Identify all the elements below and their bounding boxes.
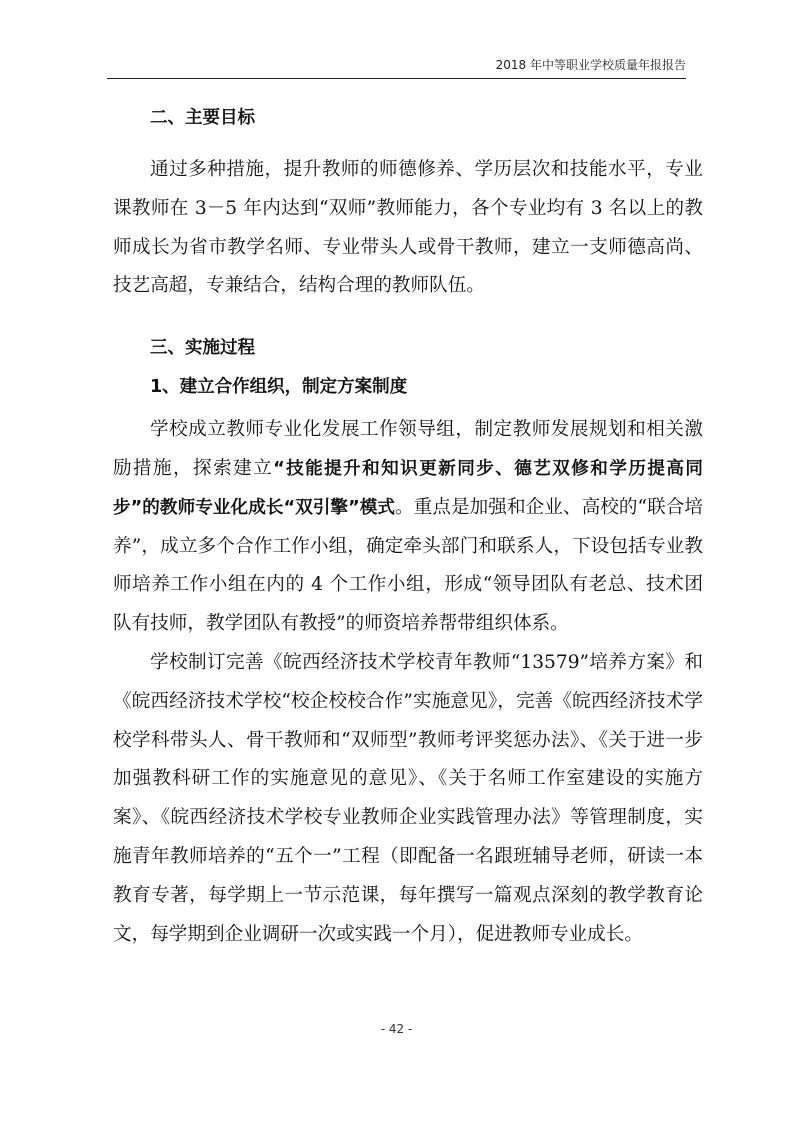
page-number: - 42 - <box>380 1022 413 1036</box>
header-title: 2018 年中等职业学校质量年报报告 <box>495 58 686 72</box>
paragraph-1-text-b: 。重点是加强和企业、高校的“联合培养”，成立多个合作工作小组，确定牵头部门和联系人，下设包括专业教师培养工作小组在内的 4 个工作小组，形成“领导团队有老总、技术团队有技师，教学团队有教授”的师资培养帮带组织体系。 <box>113 496 703 635</box>
page-header <box>107 56 686 79</box>
subsection-heading-1: 1、建立合作组织，制定方案制度 <box>150 377 408 398</box>
goals-paragraph: 通过多种措施，提升教师的师德修养、学历层次和技能水平，专业课教师在 3－5 年内达到“双师”教师能力，各个专业均有 3 名以上的教师成长为省市教学名师、专业带头人或骨干教师，建立一支师德高尚、技艺高超，专兼结合，结构合理的教师队伍。 <box>113 159 703 297</box>
section-heading-goals: 二、主要目标 <box>150 108 255 128</box>
paragraph-1-text-a: 学校成立教师专业化发展工作领导组，制定教师发展规划和相关激励措施，探索建立 <box>113 419 703 479</box>
section-heading-process: 三、实施过程 <box>150 338 255 359</box>
process-paragraph-1 <box>113 411 703 644</box>
page-body <box>113 100 703 954</box>
process-paragraph-2: 学校制订完善《皖西经济技术学校青年教师“13579”培养方案》和《皖西经济技术学校“校企校校合作”实施意见》，完善《皖西经济技术学校学科带头人、骨干教师和“双师型”教师考评奖惩办法》、《关于进一步加强教科研工作的实施意见的意见》、《关于名师工作室建设的实施方案》、《皖西经济技术学校专业教师企业实践管理办法》等管理制度，实施青年教师培养的“五个一”工程（即配备一名跟班辅导老师，研读一本教育专著，每学期上一节示范课，每年撰写一篇观点深刻的教学教育论文，每学期到企业调研一次或实践一个月），促进教师专业成长。 <box>113 651 703 945</box>
paragraph-1-emphasis: “技能提升和知识更新同步、德艺双修和学历提高同步”的教师专业化成长“双引擎”模式 <box>113 458 703 518</box>
